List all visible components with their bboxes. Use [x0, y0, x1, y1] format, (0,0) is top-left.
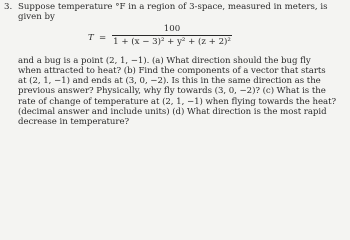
problem-number: 3.	[4, 2, 13, 12]
temperature-formula	[18, 24, 344, 55]
problem-line-7: decrease in temperature?	[18, 116, 130, 127]
formula-equals: =	[99, 33, 107, 44]
problem-line-5: rate of change of temperature at (2, 1, −1) when flying towards the heat?	[18, 96, 337, 107]
formula-lhs: T	[88, 33, 94, 44]
problem-line-2: when attracted to heat? (b) Find the components of a vector that starts	[18, 66, 326, 77]
problem-line-6: (decimal answer and include units) (d) What direction is the most rapid	[18, 106, 327, 117]
problem-line-4: previous answer? Physically, why fly towards (3, 0, −2)? (c) What is the	[18, 86, 326, 97]
intro-line-2: given by	[18, 12, 55, 23]
intro-line-1: Suppose temperature °F in a region of 3-space, measured in meters, is	[18, 2, 328, 12]
formula-fraction	[112, 24, 232, 47]
problem-3	[4, 2, 344, 127]
problem-line-3: at (2, 1, −1) and ends at (3, 0, −2). Is this in the same direction as the	[18, 76, 321, 87]
problem-body	[18, 2, 344, 127]
problem-line-1: and a bug is a point (2, 1, −1). (a) What direction should the bug fly	[18, 56, 311, 67]
formula-numerator: 100	[163, 24, 181, 35]
formula-denominator: 1 + (x − 3)² + y² + (z + 2)²	[113, 37, 231, 48]
